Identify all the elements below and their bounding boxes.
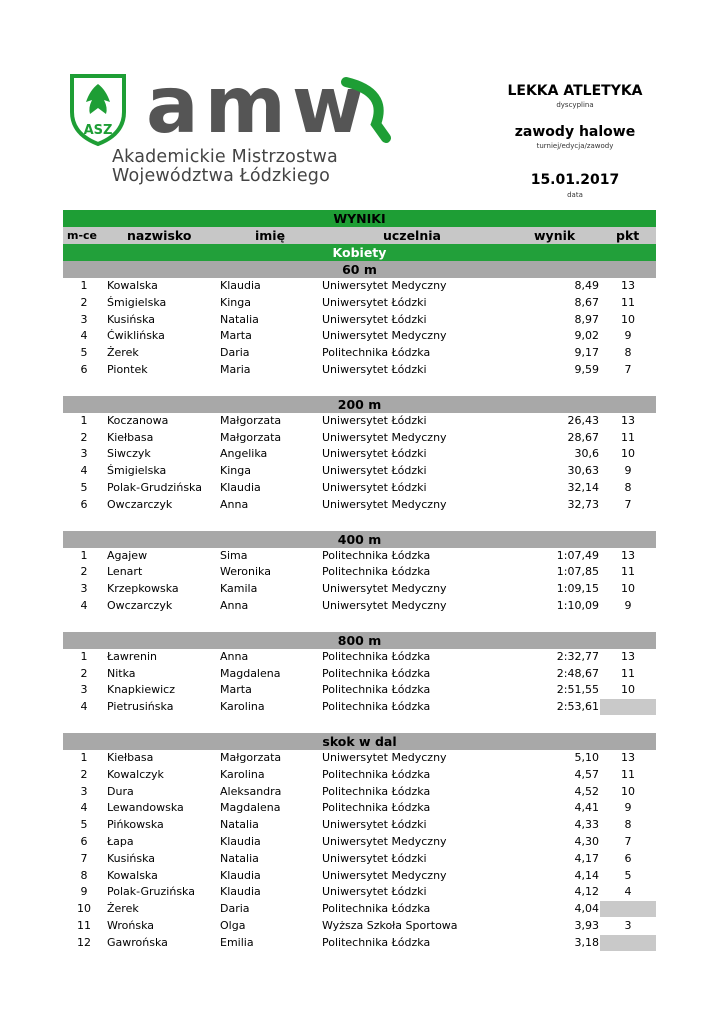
cell-pkt: 13 xyxy=(621,279,635,292)
cell-imie: Kamila xyxy=(220,582,258,596)
cell-nazwisko: Kusińska xyxy=(107,851,156,865)
cell-wynik: 4,33 xyxy=(574,818,599,832)
cell-wynik: 9,17 xyxy=(574,346,599,360)
cell-wynik: 4,14 xyxy=(574,868,599,882)
cell-mce: 1 xyxy=(80,279,88,292)
cell-wynik: 30,6 xyxy=(574,447,599,461)
cell-nazwisko: Kusińska xyxy=(107,312,156,326)
cell-uczelnia: Politechnika Łódzka xyxy=(322,767,431,781)
table-row xyxy=(63,564,656,581)
cell-pkt: 10 xyxy=(621,784,635,798)
results-table xyxy=(63,210,656,952)
cell-nazwisko: Kiełbasa xyxy=(107,750,154,764)
table-row xyxy=(63,497,656,514)
cell-nazwisko: Pińkowska xyxy=(107,818,164,832)
cell-uczelnia: Uniwersytet Medyczny xyxy=(322,279,447,292)
cell-pkt: 9 xyxy=(624,464,632,478)
cell-wynik: 32,73 xyxy=(567,497,599,511)
table-row xyxy=(63,800,656,817)
table-row xyxy=(63,750,656,767)
event-date: 15.01.2017 xyxy=(530,172,620,188)
cell-imie: Klaudia xyxy=(220,834,261,848)
cell-nazwisko: Agajew xyxy=(107,548,148,562)
cell-wynik: 3,93 xyxy=(574,918,599,932)
cell-nazwisko: Lenart xyxy=(107,565,143,579)
cell-uczelnia: Uniwersytet Medyczny xyxy=(322,598,447,612)
group-header: Kobiety xyxy=(63,244,656,261)
cell-pkt: 11 xyxy=(621,666,635,680)
cell-wynik: 30,63 xyxy=(567,464,599,478)
cell-nazwisko: Kiełbasa xyxy=(107,430,154,444)
cell-mce: 2 xyxy=(80,565,88,579)
column-headers xyxy=(63,227,656,244)
competition: zawody halowe xyxy=(514,124,636,140)
cell-nazwisko: Siwczyk xyxy=(107,447,151,461)
cell-uczelnia: Politechnika Łódzka xyxy=(322,548,431,562)
cell-uczelnia: Wyższa Szkoła Sportowa xyxy=(322,918,458,932)
cell-mce: 3 xyxy=(80,582,88,596)
cell-mce: 2 xyxy=(80,767,88,781)
cell-nazwisko: Żerek xyxy=(107,902,139,916)
cell-wynik: 2:48,67 xyxy=(556,666,599,680)
cell-nazwisko: Krzepkowska xyxy=(107,582,179,596)
cell-pkt: 13 xyxy=(621,548,635,562)
cell-mce: 6 xyxy=(80,497,88,511)
cell-mce: 6 xyxy=(80,834,88,848)
table-row xyxy=(63,918,656,935)
cell-mce: 4 xyxy=(80,464,88,478)
cell-mce: 2 xyxy=(80,430,88,444)
cell-imie: Klaudia xyxy=(220,885,261,899)
table-row xyxy=(63,901,656,918)
cell-mce: 3 xyxy=(80,784,88,798)
cell-wynik: 8,49 xyxy=(574,279,599,292)
cell-imie: Klaudia xyxy=(220,868,261,882)
cell-mce: 4 xyxy=(80,598,88,612)
cell-imie: Małgorzata xyxy=(220,413,282,427)
azs-shield-icon xyxy=(72,76,124,144)
cell-wynik: 1:10,09 xyxy=(556,598,599,612)
cell-nazwisko: Śmigielska xyxy=(107,295,167,309)
cell-mce: 5 xyxy=(80,818,88,832)
cell-pkt: 10 xyxy=(621,683,635,697)
cell-imie: Daria xyxy=(220,902,250,916)
cell-wynik: 5,10 xyxy=(574,750,599,764)
cell-pkt: 13 xyxy=(621,750,635,764)
cell-imie: Marta xyxy=(220,329,252,343)
cell-wynik: 4,52 xyxy=(574,784,599,798)
cell-wynik: 32,14 xyxy=(567,480,599,494)
cell-imie: Klaudia xyxy=(220,279,261,292)
cell-wynik: 4,41 xyxy=(574,801,599,815)
cell-nazwisko: Gawrońska xyxy=(107,935,168,949)
cell-nazwisko: Koczanowa xyxy=(107,413,169,427)
table-row xyxy=(63,649,656,666)
cell-uczelnia: Uniwersytet Łódzki xyxy=(322,885,427,899)
cell-uczelnia: Uniwersytet Łódzki xyxy=(322,447,427,461)
cell-wynik: 2:53,61 xyxy=(556,700,599,714)
cell-nazwisko: Wrońska xyxy=(107,918,155,932)
section-header: 400 m xyxy=(63,531,656,548)
cell-mce: 2 xyxy=(80,666,88,680)
cell-mce: 6 xyxy=(80,362,88,376)
cell-pkt xyxy=(600,699,656,715)
section-header: 200 m xyxy=(63,396,656,413)
competition-label: turniej/edycja/zawody xyxy=(536,142,614,150)
cell-wynik: 2:51,55 xyxy=(556,683,599,697)
cell-pkt: 10 xyxy=(621,582,635,596)
cell-wynik: 4,57 xyxy=(574,767,599,781)
cell-wynik: 4,30 xyxy=(574,834,599,848)
cell-wynik: 4,12 xyxy=(574,885,599,899)
cell-uczelnia: Uniwersytet Medyczny xyxy=(322,582,447,596)
cell-imie: Magdalena xyxy=(220,801,281,815)
cell-uczelnia: Uniwersytet Łódzki xyxy=(322,464,427,478)
cell-wynik: 4,04 xyxy=(574,902,599,916)
cell-mce: 3 xyxy=(80,447,88,461)
cell-uczelnia: Uniwersytet Łódzki xyxy=(322,818,427,832)
cell-uczelnia: Uniwersytet Medyczny xyxy=(322,430,447,444)
sections-container xyxy=(63,261,656,952)
header-mce: m-ce xyxy=(67,229,98,242)
discipline-label: dyscyplina xyxy=(556,101,594,109)
cell-mce: 1 xyxy=(80,649,88,663)
table-row xyxy=(63,430,656,447)
cell-pkt: 13 xyxy=(621,649,635,663)
cell-pkt: 11 xyxy=(621,295,635,309)
cell-nazwisko: Ćwiklińska xyxy=(107,329,165,343)
logo-subtitle-line2: Województwa Łódzkiego xyxy=(112,166,331,186)
cell-imie: Angelika xyxy=(220,447,268,461)
cell-uczelnia: Uniwersytet Łódzki xyxy=(322,295,427,309)
cell-nazwisko: Ławrenin xyxy=(107,649,157,663)
cell-wynik: 26,43 xyxy=(567,413,599,427)
discipline: LEKKA ATLETYKA xyxy=(507,83,643,99)
cell-imie: Anna xyxy=(220,649,249,663)
cell-mce: 4 xyxy=(80,329,88,343)
cell-mce: 11 xyxy=(77,918,91,932)
section-header: 800 m xyxy=(63,632,656,649)
cell-imie: Natalia xyxy=(220,818,259,832)
cell-imie: Małgorzata xyxy=(220,750,282,764)
cell-pkt: 11 xyxy=(621,767,635,781)
table-row xyxy=(63,834,656,851)
cell-imie: Maria xyxy=(220,362,251,376)
cell-mce: 5 xyxy=(80,346,88,360)
cell-mce: 1 xyxy=(80,548,88,562)
svg-text:ASZ: ASZ xyxy=(83,123,113,138)
cell-pkt: 8 xyxy=(624,818,632,832)
cell-pkt xyxy=(600,935,656,951)
cell-imie: Karolina xyxy=(220,767,265,781)
cell-mce: 2 xyxy=(80,295,88,309)
cell-wynik: 4,17 xyxy=(574,851,599,865)
table-row xyxy=(63,463,656,480)
table-row xyxy=(63,682,656,699)
table-row xyxy=(63,581,656,598)
header-uczelnia: uczelnia xyxy=(383,228,441,243)
cell-pkt: 7 xyxy=(624,362,632,376)
cell-wynik: 1:09,15 xyxy=(556,582,599,596)
cell-wynik: 28,67 xyxy=(567,430,599,444)
results-title: WYNIKI xyxy=(63,210,656,227)
cell-nazwisko: Dura xyxy=(107,784,134,798)
section-gap xyxy=(63,716,656,733)
cell-wynik: 3,18 xyxy=(574,935,599,949)
section-gap xyxy=(63,514,656,531)
cell-uczelnia: Politechnika Łódzka xyxy=(322,683,431,697)
table-row xyxy=(63,328,656,345)
cell-wynik: 8,97 xyxy=(574,312,599,326)
cell-pkt: 10 xyxy=(621,447,635,461)
table-row xyxy=(63,548,656,565)
cell-uczelnia: Uniwersytet Medyczny xyxy=(322,497,447,511)
cell-uczelnia: Politechnika Łódzka xyxy=(322,784,431,798)
logo-graphic xyxy=(68,72,398,147)
header-wynik: wynik xyxy=(534,228,576,243)
cell-uczelnia: Uniwersytet Łódzki xyxy=(322,480,427,494)
cell-mce: 1 xyxy=(80,750,88,764)
cell-uczelnia: Politechnika Łódzka xyxy=(322,902,431,916)
cell-nazwisko: Kowalska xyxy=(107,279,158,292)
table-row xyxy=(63,295,656,312)
table-row xyxy=(63,935,656,952)
cell-imie: Natalia xyxy=(220,851,259,865)
table-row xyxy=(63,699,656,716)
section-header: 60 m xyxy=(63,261,656,278)
cell-nazwisko: Lewandowska xyxy=(107,801,184,815)
date-label: data xyxy=(567,191,583,199)
table-row xyxy=(63,666,656,683)
cell-uczelnia: Uniwersytet Łódzki xyxy=(322,362,427,376)
table-row xyxy=(63,884,656,901)
cell-uczelnia: Politechnika Łódzka xyxy=(322,346,431,360)
cell-wynik: 9,02 xyxy=(574,329,599,343)
logo-subtitle-line1: Akademickie Mistrzostwa xyxy=(112,147,338,167)
cell-imie: Marta xyxy=(220,683,252,697)
cell-pkt: 6 xyxy=(624,851,632,865)
cell-imie: Olga xyxy=(220,918,246,932)
cell-mce: 12 xyxy=(77,935,91,949)
cell-uczelnia: Politechnika Łódzka xyxy=(322,565,431,579)
table-row xyxy=(63,767,656,784)
cell-uczelnia: Politechnika Łódzka xyxy=(322,801,431,815)
cell-imie: Weronika xyxy=(220,565,271,579)
cell-wynik: 9,59 xyxy=(574,362,599,376)
cell-mce: 9 xyxy=(80,885,88,899)
cell-nazwisko: Żerek xyxy=(107,346,139,360)
cell-imie: Kinga xyxy=(220,295,251,309)
cell-uczelnia: Politechnika Łódzka xyxy=(322,666,431,680)
cell-pkt: 11 xyxy=(621,565,635,579)
cell-nazwisko: Pietrusińska xyxy=(107,700,174,714)
table-row xyxy=(63,413,656,430)
cell-uczelnia: Politechnika Łódzka xyxy=(322,935,431,949)
table-row xyxy=(63,362,656,379)
cell-uczelnia: Uniwersytet Medyczny xyxy=(322,329,447,343)
table-row xyxy=(63,598,656,615)
cell-pkt: 8 xyxy=(624,480,632,494)
cell-wynik: 8,67 xyxy=(574,295,599,309)
cell-uczelnia: Politechnika Łódzka xyxy=(322,700,431,714)
cell-nazwisko: Polak-Gruzińska xyxy=(107,885,195,899)
cell-nazwisko: Piontek xyxy=(107,362,148,376)
section-gap xyxy=(63,615,656,632)
cell-imie: Natalia xyxy=(220,312,259,326)
cell-pkt: 7 xyxy=(624,834,632,848)
header-nazwisko: nazwisko xyxy=(127,228,192,243)
cell-mce: 10 xyxy=(77,902,91,916)
cell-uczelnia: Uniwersytet Medyczny xyxy=(322,834,447,848)
cell-imie: Karolina xyxy=(220,700,265,714)
cell-pkt: 13 xyxy=(621,413,635,427)
cell-imie: Małgorzata xyxy=(220,430,282,444)
cell-imie: Magdalena xyxy=(220,666,281,680)
cell-pkt: 8 xyxy=(624,346,632,360)
cell-mce: 5 xyxy=(80,480,88,494)
cell-mce: 1 xyxy=(80,413,88,427)
cell-uczelnia: Uniwersytet Łódzki xyxy=(322,851,427,865)
cell-nazwisko: Polak-Grudzińska xyxy=(107,480,202,494)
header-imie: imię xyxy=(255,228,286,243)
cell-nazwisko: Kowalczyk xyxy=(107,767,164,781)
table-row xyxy=(63,784,656,801)
cell-mce: 7 xyxy=(80,851,88,865)
cell-pkt: 9 xyxy=(624,329,632,343)
cell-mce: 8 xyxy=(80,868,88,882)
cell-nazwisko: Łapa xyxy=(107,834,134,848)
cell-pkt: 7 xyxy=(624,497,632,511)
table-row xyxy=(63,851,656,868)
cell-imie: Aleksandra xyxy=(220,784,282,798)
cell-pkt: 4 xyxy=(624,885,632,899)
cell-nazwisko: Śmigielska xyxy=(107,464,167,478)
cell-imie: Anna xyxy=(220,598,249,612)
cell-imie: Daria xyxy=(220,346,250,360)
logo-wordmark: amw xyxy=(146,72,370,147)
cell-imie: Klaudia xyxy=(220,480,261,494)
cell-pkt: 5 xyxy=(624,868,632,882)
cell-mce: 3 xyxy=(80,683,88,697)
table-row xyxy=(63,312,656,329)
cell-uczelnia: Uniwersytet Medyczny xyxy=(322,868,447,882)
cell-wynik: 2:32,77 xyxy=(556,649,599,663)
cell-pkt: 10 xyxy=(621,312,635,326)
cell-nazwisko: Kowalska xyxy=(107,868,158,882)
cell-nazwisko: Knapkiewicz xyxy=(107,683,175,697)
section-header: skok w dal xyxy=(63,733,656,750)
section-gap xyxy=(63,379,656,396)
cell-pkt: 9 xyxy=(624,598,632,612)
cell-pkt: 3 xyxy=(624,918,632,932)
cell-uczelnia: Uniwersytet Łódzki xyxy=(322,312,427,326)
table-row xyxy=(63,345,656,362)
cell-mce: 4 xyxy=(80,801,88,815)
cell-imie: Anna xyxy=(220,497,249,511)
cell-uczelnia: Politechnika Łódzka xyxy=(322,649,431,663)
cell-wynik: 1:07,49 xyxy=(556,548,599,562)
cell-nazwisko: Owczarczyk xyxy=(107,598,173,612)
cell-uczelnia: Uniwersytet Medyczny xyxy=(322,750,447,764)
table-row xyxy=(63,446,656,463)
cell-pkt xyxy=(600,901,656,917)
cell-imie: Sima xyxy=(220,548,248,562)
cell-imie: Kinga xyxy=(220,464,251,478)
cell-mce: 4 xyxy=(80,700,88,714)
cell-wynik: 1:07,85 xyxy=(556,565,599,579)
cell-nazwisko: Owczarczyk xyxy=(107,497,173,511)
table-row xyxy=(63,868,656,885)
cell-pkt: 11 xyxy=(621,430,635,444)
header-pkt: pkt xyxy=(616,228,640,243)
cell-uczelnia: Uniwersytet Łódzki xyxy=(322,413,427,427)
table-row xyxy=(63,817,656,834)
cell-pkt: 9 xyxy=(624,801,632,815)
table-row xyxy=(63,480,656,497)
cell-nazwisko: Nitka xyxy=(107,666,136,680)
table-row xyxy=(63,278,656,295)
cell-mce: 3 xyxy=(80,312,88,326)
cell-imie: Emilia xyxy=(220,935,254,949)
